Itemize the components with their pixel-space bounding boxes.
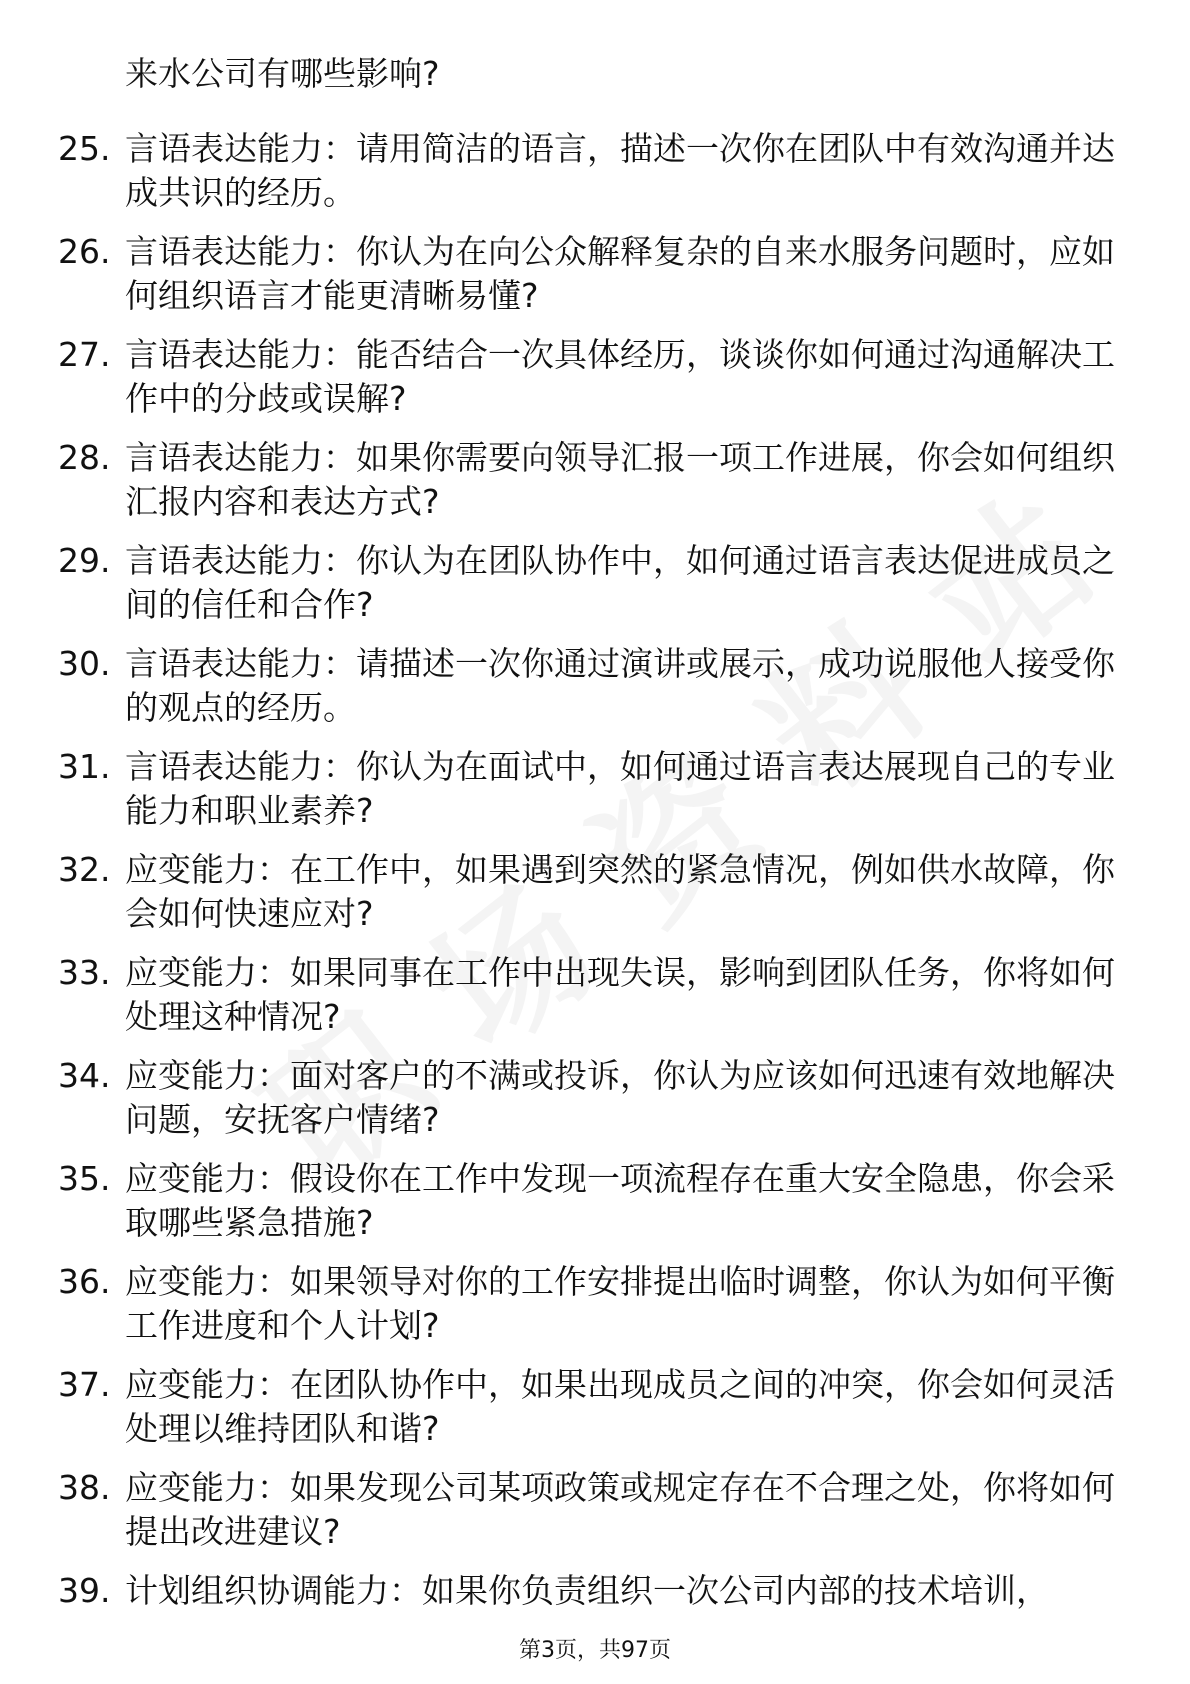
list-item — [58, 1569, 1133, 1613]
item-text: 应变能力：如果同事在工作中出现失误，影响到团队任务，你将如何处理这种情况? — [125, 953, 1115, 1036]
item-number: 30. — [58, 644, 111, 683]
list-item — [58, 951, 1133, 1039]
item-text: 应变能力：在工作中，如果遇到突然的紧急情况，例如供水故障，你会如何快速应对? — [125, 850, 1115, 933]
item-number: 33. — [58, 953, 111, 992]
item-number: 32. — [58, 850, 111, 889]
item-number: 29. — [58, 541, 111, 580]
item-number: 36. — [58, 1262, 111, 1301]
list-item — [58, 127, 1133, 215]
item-number: 39. — [58, 1571, 111, 1610]
item-text: 应变能力：如果领导对你的工作安排提出临时调整，你认为如何平衡工作进度和个人计划? — [125, 1262, 1115, 1345]
item-number: 35. — [58, 1159, 111, 1198]
question-list — [58, 52, 1133, 1628]
list-item — [58, 1157, 1133, 1245]
item-text: 应变能力：面对客户的不满或投诉，你认为应该如何迅速有效地解决问题，安抚客户情绪? — [125, 1056, 1115, 1139]
item-text: 计划组织协调能力：如果你负责组织一次公司内部的技术培训， — [125, 1571, 1049, 1610]
item-text: 应变能力：假设你在工作中发现一项流程存在重大安全隐患，你会采取哪些紧急措施? — [125, 1159, 1115, 1242]
list-item — [58, 230, 1133, 318]
list-item — [58, 1054, 1133, 1142]
item-number: 38. — [58, 1468, 111, 1507]
page-footer: 第3页，共97页 — [519, 1638, 671, 1663]
list-item — [58, 848, 1133, 936]
list-item — [58, 1260, 1133, 1348]
item-text: 言语表达能力：你认为在面试中，如何通过语言表达展现自己的专业能力和职业素养? — [125, 747, 1115, 830]
list-item — [58, 745, 1133, 833]
list-item — [58, 1363, 1133, 1451]
list-item — [58, 333, 1133, 421]
item-number: 27. — [58, 335, 111, 374]
item-text: 应变能力：在团队协作中，如果出现成员之间的冲突，你会如何灵活处理以维持团队和谐? — [125, 1365, 1115, 1448]
item-text: 言语表达能力：请用简洁的语言，描述一次你在团队中有效沟通并达成共识的经历。 — [125, 129, 1115, 212]
item-text: 言语表达能力：你认为在团队协作中，如何通过语言表达促进成员之间的信任和合作? — [125, 541, 1115, 624]
item-text: 言语表达能力：如果你需要向领导汇报一项工作进展，你会如何组织汇报内容和表达方式? — [125, 438, 1115, 521]
item-number: 26. — [58, 232, 111, 271]
item-number: 31. — [58, 747, 111, 786]
list-item — [58, 642, 1133, 730]
item-number: 28. — [58, 438, 111, 477]
list-item — [58, 1466, 1133, 1554]
list-item — [58, 539, 1133, 627]
item-text: 言语表达能力：能否结合一次具体经历，谈谈你如何通过沟通解决工作中的分歧或误解? — [125, 335, 1115, 418]
item-text: 应变能力：如果发现公司某项政策或规定存在不合理之处，你将如何提出改进建议? — [125, 1468, 1115, 1551]
item-text: 言语表达能力：你认为在向公众解释复杂的自来水服务问题时，应如何组织语言才能更清晰易懂? — [125, 232, 1115, 315]
item-number: 25. — [58, 129, 111, 168]
list-item — [58, 436, 1133, 524]
item-text: 言语表达能力：请描述一次你通过演讲或展示，成功说服他人接受你的观点的经历。 — [125, 644, 1115, 727]
item-number: 34. — [58, 1056, 111, 1095]
continued-line: 来水公司有哪些影响? — [125, 54, 440, 93]
item-number: 37. — [58, 1365, 111, 1404]
